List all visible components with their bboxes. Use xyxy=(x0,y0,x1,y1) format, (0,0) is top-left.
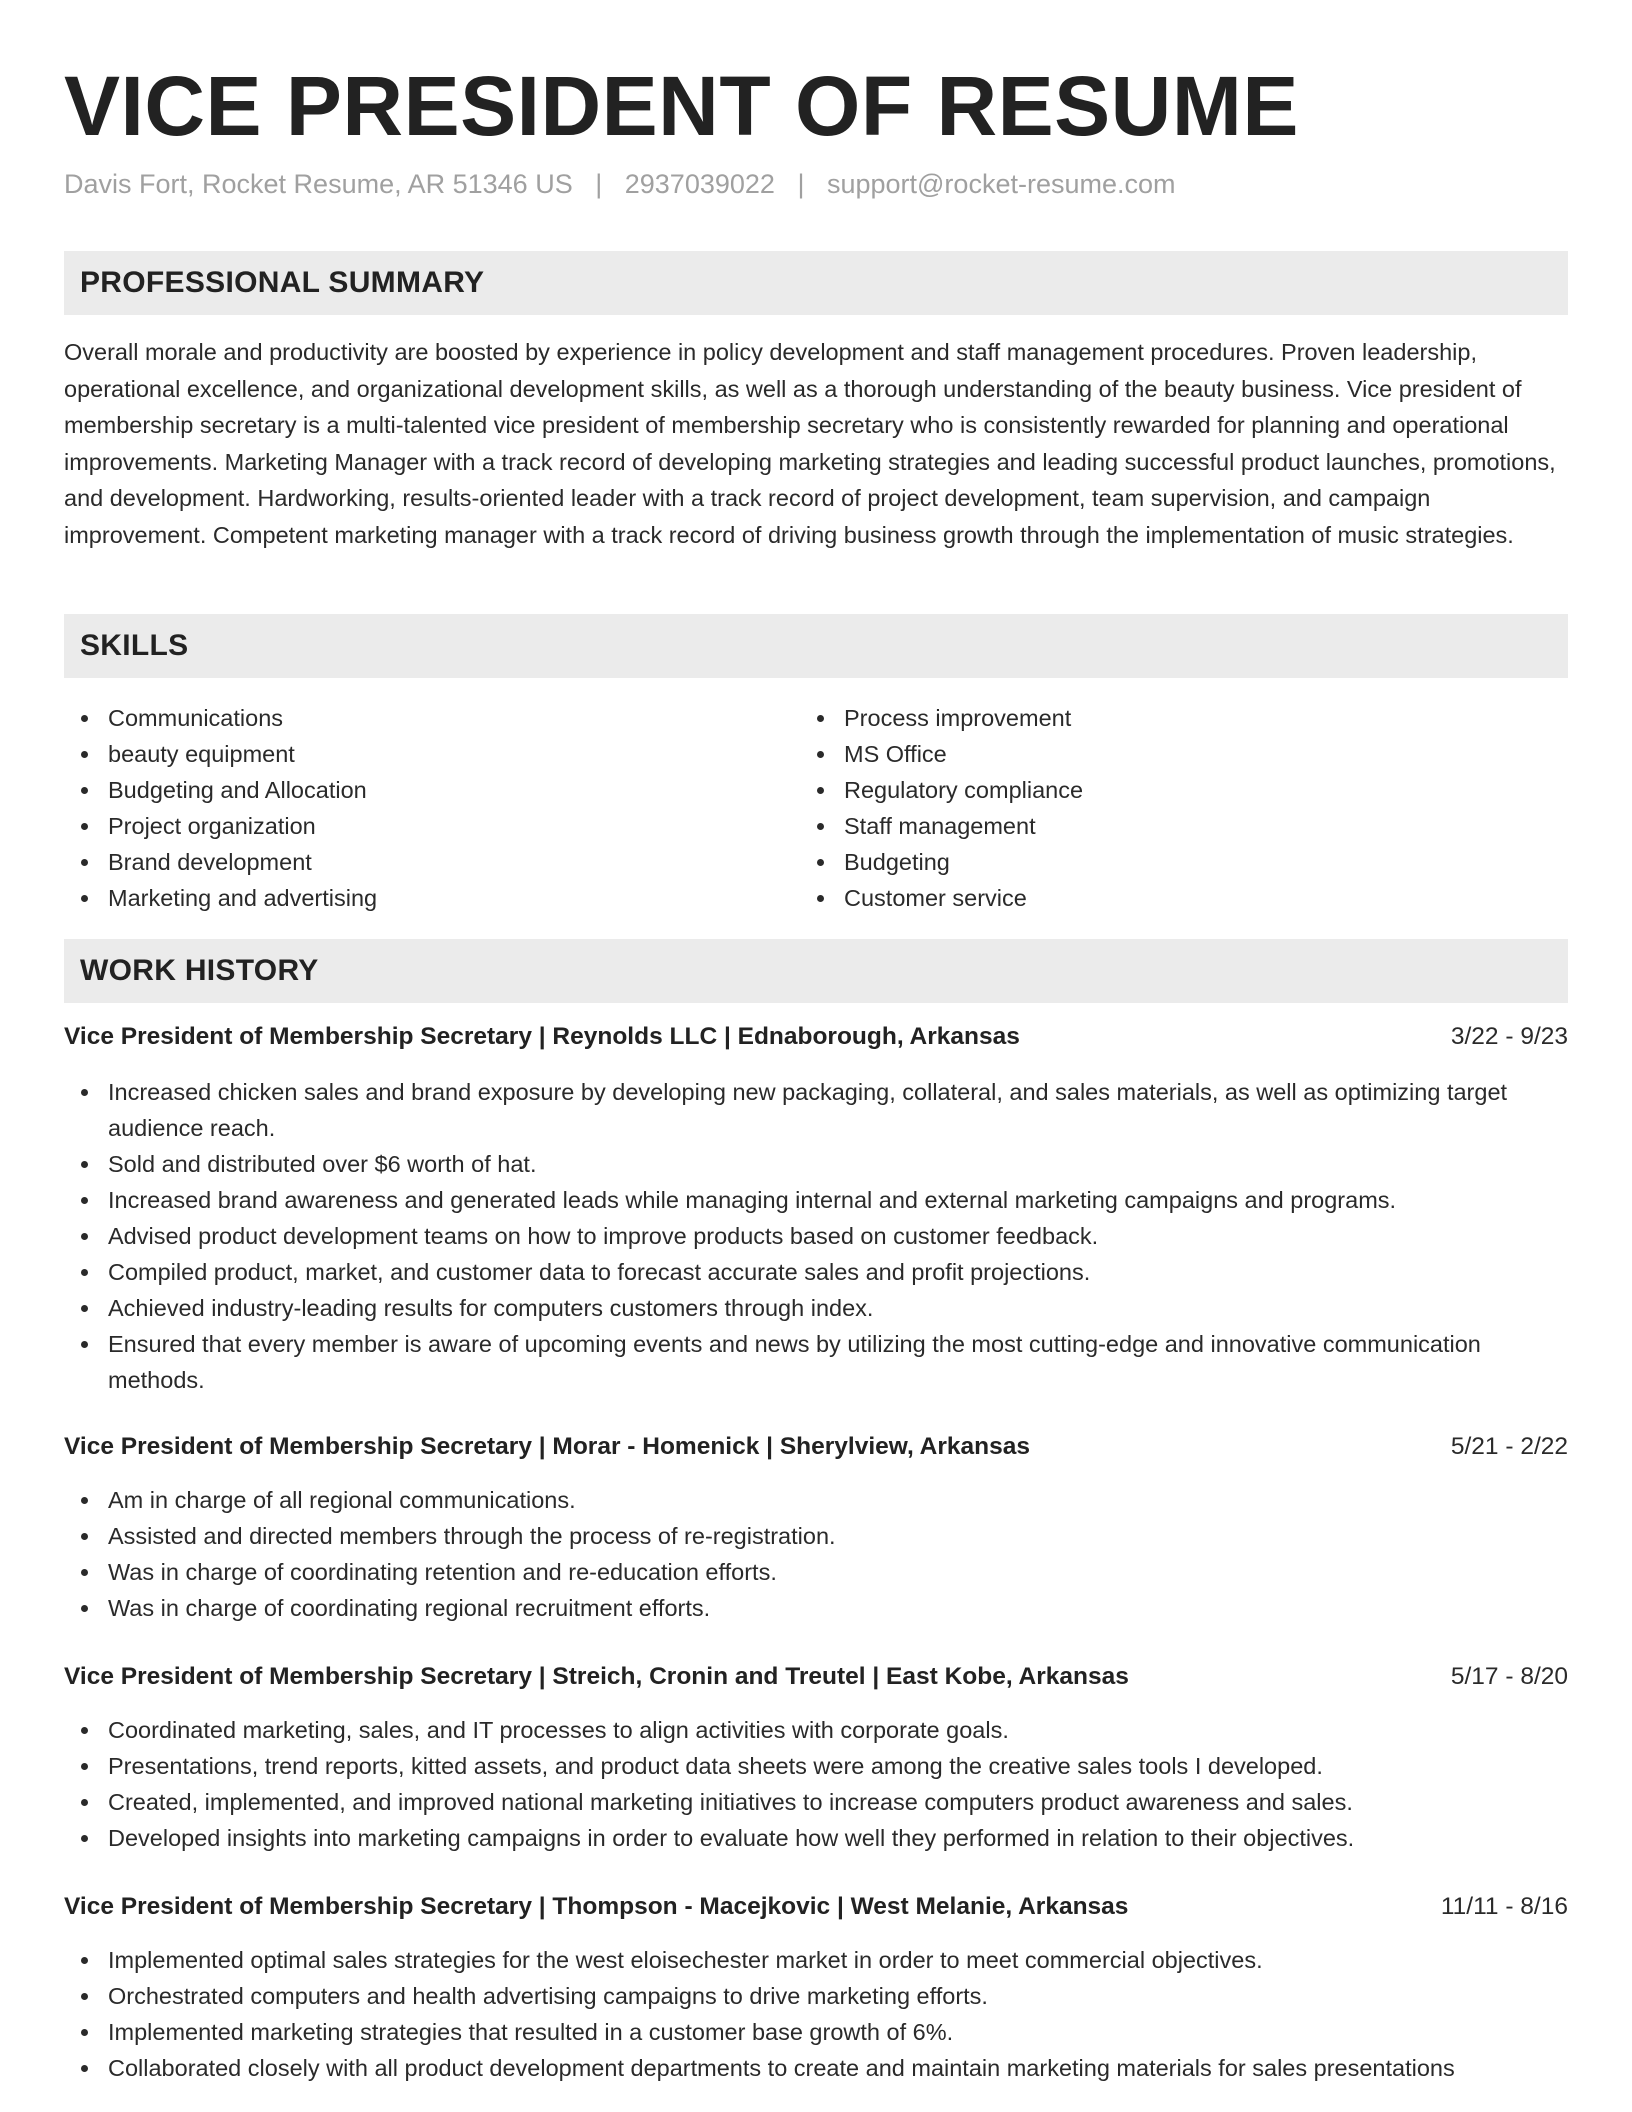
contact-address: Davis Fort, Rocket Resume, AR 51346 US xyxy=(64,169,573,199)
skill-item: beauty equipment xyxy=(64,736,804,772)
contact-phone: 2937039022 xyxy=(624,169,775,199)
job-bullets xyxy=(64,1482,1568,1626)
job-bullets xyxy=(64,1942,1568,2086)
job-bullet: Was in charge of coordinating regional recruitment efforts. xyxy=(64,1590,1568,1626)
skill-item: Marketing and advertising xyxy=(64,880,804,916)
job-dates: 11/11 - 8/16 xyxy=(1440,1893,1568,1920)
job-bullet: Sold and distributed over $6 worth of hat. xyxy=(64,1146,1568,1182)
contact-email: support@rocket-resume.com xyxy=(826,169,1176,199)
skill-item: Communications xyxy=(64,700,804,736)
job-bullet: Assisted and directed members through the process of re-registration. xyxy=(64,1518,1568,1554)
job-bullet: Coordinated marketing, sales, and IT processes to align activities with corporate goals. xyxy=(64,1712,1568,1748)
job-dates: 3/22 - 9/23 xyxy=(1450,1023,1568,1050)
job-bullet: Orchestrated computers and health advertising campaigns to drive marketing efforts. xyxy=(64,1978,1568,2014)
job-dates: 5/17 - 8/20 xyxy=(1450,1663,1568,1690)
candidate-name: VICE PRESIDENT OF RESUME xyxy=(64,59,1299,153)
skill-item: Project organization xyxy=(64,808,804,844)
job-bullets xyxy=(64,1712,1568,1856)
skills-section-header xyxy=(64,614,1568,678)
job-bullets xyxy=(64,1074,1568,1398)
job-bullet: Developed insights into marketing campaigns in order to evaluate how well they performed in relation to their objectives. xyxy=(64,1820,1568,1856)
job-title: Vice President of Membership Secretary | Thompson - Macejkovic | West Melanie, Arkansas xyxy=(64,1893,1129,1920)
job-header xyxy=(64,1891,1568,1923)
job-title: Vice President of Membership Secretary | Streich, Cronin and Treutel | East Kobe, Arkansas xyxy=(64,1663,1129,1690)
skills-heading: SKILLS xyxy=(80,629,189,662)
job-bullet: Ensured that every member is aware of upcoming events and news by utilizing the most cutting-edge and innovative communication methods. xyxy=(64,1326,1568,1398)
skill-item: Customer service xyxy=(800,880,1540,916)
skill-item: Brand development xyxy=(64,844,804,880)
job-bullet: Compiled product, market, and customer data to forecast accurate sales and profit projections. xyxy=(64,1254,1568,1290)
job-bullet: Implemented optimal sales strategies for the west eloisechester market in order to meet commercial objectives. xyxy=(64,1942,1568,1978)
summary-text: Overall morale and productivity are boosted by experience in policy development and staff management procedures. Proven leadership, operational excellence, and organizational development skills, as well as a thorough understanding of the beauty business. Vice president of membership secretary is a multi-talented vice president of membership secretary who is consistently rewarded for planning and operational improvements. Marketing Manager with a track record of developing marketing strategies and leading successful product launches, promotions, and development. Hardworking, results-oriented leader with a track record of project development, team supervision, and campaign improvement. Competent marketing manager with a track record of driving business growth through the implementation of music strategies. xyxy=(64,339,1556,548)
work-heading: WORK HISTORY xyxy=(80,954,319,987)
job-bullet: Collaborated closely with all product development departments to create and maintain marketing materials for sales presentations xyxy=(64,2050,1568,2086)
job-bullet: Am in charge of all regional communications. xyxy=(64,1482,1568,1518)
job-bullet: Advised product development teams on how to improve products based on customer feedback. xyxy=(64,1218,1568,1254)
job-header xyxy=(64,1021,1568,1053)
contact-separator: | xyxy=(797,169,805,199)
job-dates: 5/21 - 2/22 xyxy=(1450,1433,1568,1460)
contact-separator: | xyxy=(595,169,603,199)
job-bullet: Achieved industry-leading results for computers customers through index. xyxy=(64,1290,1568,1326)
skills-list-right xyxy=(800,700,1540,916)
job-title: Vice President of Membership Secretary | Morar - Homenick | Sherylview, Arkansas xyxy=(64,1433,1030,1460)
job-title: Vice President of Membership Secretary | Reynolds LLC | Ednaborough, Arkansas xyxy=(64,1023,1020,1050)
skill-item: MS Office xyxy=(800,736,1540,772)
job-bullet: Created, implemented, and improved national marketing initiatives to increase computers product awareness and sales. xyxy=(64,1784,1568,1820)
contact-line xyxy=(64,168,1176,200)
job-bullet: Presentations, trend reports, kitted assets, and product data sheets were among the creative sales tools I developed. xyxy=(64,1748,1568,1784)
skill-item: Process improvement xyxy=(800,700,1540,736)
summary-section-header xyxy=(64,251,1568,315)
skill-item: Budgeting and Allocation xyxy=(64,772,804,808)
work-section-header xyxy=(64,939,1568,1003)
job-bullet: Was in charge of coordinating retention and re-education efforts. xyxy=(64,1554,1568,1590)
skill-item: Staff management xyxy=(800,808,1540,844)
summary-heading: PROFESSIONAL SUMMARY xyxy=(80,266,485,299)
skill-item: Budgeting xyxy=(800,844,1540,880)
job-header xyxy=(64,1431,1568,1463)
skills-list-left xyxy=(64,700,804,916)
job-header xyxy=(64,1661,1568,1693)
job-bullet: Implemented marketing strategies that resulted in a customer base growth of 6%. xyxy=(64,2014,1568,2050)
job-bullet: Increased chicken sales and brand exposure by developing new packaging, collateral, and sales materials, as well as optimizing target audience reach. xyxy=(64,1074,1568,1146)
skill-item: Regulatory compliance xyxy=(800,772,1540,808)
job-bullet: Increased brand awareness and generated leads while managing internal and external marketing campaigns and programs. xyxy=(64,1182,1568,1218)
